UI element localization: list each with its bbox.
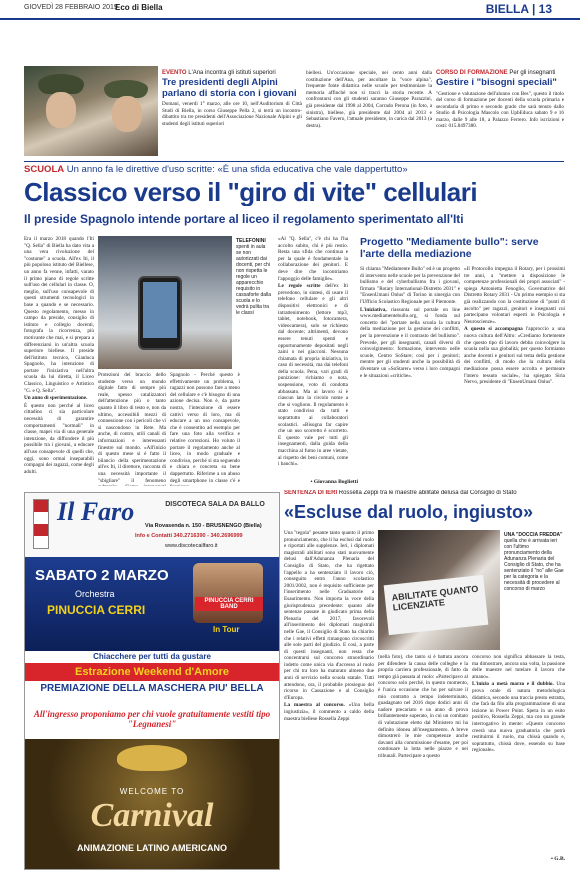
kicker-label: EVENTO	[162, 70, 187, 76]
phone-screen	[143, 282, 177, 338]
scuola-col1b-text: È questo non perché al liceo cittadino ci sia particolare necessità di garantire comportamenti "normali" in classe, mapei via di una generale intenzione, da diffondere il più possibile tra i giovani, a educare all'uso consapevole di quelli che, oggi, sono ormai inseparabili compagni dei ragazzi, come degli adulti.	[24, 402, 94, 475]
alpini-photo	[24, 66, 158, 156]
scuola-col3: Spagnolo - Perché questo è effettivamente un problema, i ragazzi non possono fare a meno del cellulare e c'è bisogno di una azione decisa. Non è, da parte nostra, l'intenzione di essere cattivi verso di loro, ma di educare a un uso consapevole, che è consentito ad esempio per fare una foto alla verifica e relative correzioni. Ho voluto il portare il regolamento anche al liceo, in modo graduale e condiviso, perché si sta seguendo e chiara e concreta su bene dappertutto. Riferirne a un abuso degli smartphone in classe c'è e	[170, 372, 240, 484]
scuola-col1-text: Era il marzo 2018 quando l'Iti "Q. Sella" di Biella ha dato vita a una vera rivoluzione del "costume" a scuola. All'ex Iti, il più popoloso istituto del Biellese, un anno fa venne, infatti, varato il primo piano di regole scritte sull'uso dei cellulari in classe. O, meglio, sull'uso consapevole di questi strumenti tecnologici in base a quando e se necessario. Questo regolamento, messo in campo da preside, consiglio di istituto e collegio docenti, fotografa la ricorrenza, più motivante che mai, e si prepara a differenziarsi in un'altra scuola superiore biellese. Il preside dell'istituto tecnico, Gianluca Spagnolo, ha intenzione di portare l'iniziativa nell'altra scuola da lui diretta, il Liceo Classico, Linguistico e Artistico "G. e Q. Sella".	[24, 236, 94, 394]
kicker-text: Un anno fa le direttive d'uso scritte: «È una sfida educativa che vale dappertutto»	[66, 164, 408, 175]
kicker-label: CORSO DI FORMAZIONE	[436, 70, 508, 76]
caption-title: UNA "DOCCIA FREDDA"	[504, 532, 563, 538]
teacher-photo	[378, 530, 500, 650]
ad-animation: ANIMAZIONE LATINO AMERICANO	[77, 843, 227, 853]
telefonini-caption	[236, 238, 272, 316]
ad-main	[25, 557, 279, 651]
mediazione-col1b-text: riassunta sul portale on line www.mediamentebullo.org, si fonda sul concetto del "portare nella scuola la cultura della mediazione per la gestione dei conflitti, per la prevenzione e il contrasto del bullismo". Prevede, per gli insegnanti, canali diversi di coinvolgimento: formazione, intervento nelle scuole, Centro SoStare; così per i genitori; mentre per gli studenti anche la possibilità di diventare un «SoStarer» verso i loro compagni e le situazioni «critiche».	[360, 306, 460, 379]
ad-promo: All'ingresso proponiamo per chi vuole gratuitamente vestiti tipo "Legnanesi"	[33, 709, 271, 729]
scuola-kicker	[24, 164, 569, 175]
alpini-body: Domani, venerdì 1° marzo, alle ore 10, nell'Auditorium di Città Studi di Biella, in corso Giuseppe Pella 2, si terrà un incontro-dibattito tra tre presidenti dell'Associazione Nazionale Alpini e gli studenti degli istituti superiori	[162, 101, 302, 127]
ad-orchestra: Orchestra	[75, 589, 115, 599]
ad-chat: Chiacchere per tutti da gustare	[25, 651, 279, 663]
ad-badge1: PINUCCIA CERRI BAND	[195, 597, 263, 611]
carnival-mask-icon	[117, 745, 187, 771]
ad-top	[25, 493, 279, 557]
scuola-col4-sub: Le regole scritte	[278, 283, 321, 290]
mediazione-col1	[360, 266, 460, 480]
mediazione-col2-text: «Il Protocollo impegna il Rotary, per i prossimi tre anni, a "mettere a disposizione le competenze professionali dei propri associati" - spiega Antonietta Fenoglio, Governatrice del Distretto Rotary 2031 - Un primo esempio si sta già realizzando con la costituzione di "punti di ascolto" per ragazzi, genitori e insegnanti cui partecipano volontari esperti in Psicologia e Neuroscienze».	[464, 266, 565, 325]
scuola-col1-sub: Un anno di sperimentazione.	[24, 395, 88, 402]
caption-text: quella che è arrivata ieri con l'ultimo pronunciamento della Adunanza Plenaria del Consiglio di Stato, che ha sentenziato il "no" alle Gae per la categoria e la necessità di procedere al concorso di marzo	[504, 538, 564, 592]
kicker-text: Per gli insegnanti	[509, 70, 556, 76]
protest-sign-text: ABILITATE QUANTO LICENZIATE	[391, 583, 479, 613]
caption-title: TELEFONINI	[236, 238, 266, 244]
ad-artist: PINUCCIA CERRI	[47, 603, 146, 617]
sentenza-col1-sub: La maestra al concorso.	[284, 702, 345, 709]
doccia-caption	[504, 532, 564, 592]
faro-advertisement[interactable]	[24, 492, 280, 870]
scuola-subtitle: Il preside Spagnolo intende portare al liceo il regolamento sperimentato all'Iti	[24, 212, 464, 226]
sentenza-title: «Escluse dal ruolo, ingiusto»	[284, 502, 534, 522]
scuola-col4	[278, 236, 348, 484]
mediazione-col2	[464, 266, 565, 480]
ad-badge2: In Tour	[213, 625, 240, 634]
separator	[24, 161, 564, 162]
sentenza-kicker	[284, 490, 569, 496]
alpini-face-left	[46, 92, 76, 128]
kicker-text: L'Ana incontra gli istituti superiori	[188, 70, 276, 76]
ad-prize: PREMIAZIONE DELLA MASCHERA PIU' BELLA	[40, 683, 264, 694]
kicker-text: Rossella Zeppi tra le maestre abilitate delusa dal Consiglio di Stato	[338, 490, 517, 496]
sentenza-col1	[284, 530, 374, 862]
ad-date: SABATO 2 MARZO	[35, 567, 169, 584]
scuola-col1	[24, 236, 94, 486]
page-header	[0, 0, 580, 20]
ad-logo: Il Faro	[57, 497, 135, 526]
page-number: | 13	[531, 2, 552, 16]
scuola-title: Classico verso il "giro di vite" cellulari	[24, 178, 478, 206]
ad-address: Via Rovasenda n. 150 - BRUSNENGO (Biella)	[145, 523, 262, 529]
ad-carnival	[25, 739, 279, 869]
scuola-col4b-text: dell'ex Iti prevedono, in sintesi, di usare il telefono cellulare e gli altri dispositivi elettronici e di intrattenimento (lettore mp3, tablet, notebook, fotocamera, videocamera), solo se richiesto dal docente; altrimenti, devono essere tenuti spenti e opportunamente depositati negli zaini o nei giacconi. Nessuna chiamata di propria iniziativa, in caso di necessità, ma dai telefoni della scuola. Pena, vari gradi di punizione: richiamo o nota, sospensione, voto di condotta abbassato. Ma ai lavoro si è ciascun lato la circolo nome a che si vogliono. Il regolamento è stato condiviso da tutti e soprattutto ai collaboratori scolastici. «Bisogna far capire che un uso scorretto è scorretto. E questo vale per tutti gli insegnamenti, dalla guida della macchina al fumo in aree vietate, al rispetto dei beni comuni, come i banchi».	[278, 283, 348, 468]
scuola-col2: Protezioni del braccio dello studente verso un mondo digitale fatto di sempre più reale, spesso catalizzatori dell'attenzione più o tanto quanto il libro di testo e, non da ultimo, accessibili mezzi di connessione con i pericoli che vi si nascondono in Rete. Ma anche, di contro, utili canali di informazioni e interessanti finestre sul mondo. «All'inizio di questo mese si è fatto il bilancio della sperimentazione all'ex Iti, il direttore, racconta di una necessità importante il "sbigliare" il fenomeno	[98, 372, 166, 484]
alpini-article	[162, 70, 302, 151]
bes-body: "Gestione e valutazione dell'alunno con Bes", questo il titolo del corso di formazione per docenti della scuola primaria e secondaria di primo e secondo grado che sarà tenuto dallo Studio di Psicologia Mascolo con UpbEduca sabato 9 e 16 marzo, dalle 9 alle 18, a Palazzo Ferrero. Info iscrizioni e costi: 015.8497380.	[436, 90, 564, 130]
header-date: GIOVEDÌ 28 FEBBRAIO 2019	[24, 4, 118, 11]
ad-website[interactable]: www.discotecailfaro.it	[165, 543, 218, 549]
alpini-face-right	[112, 96, 142, 132]
sentenza-col1b-text: «Una bella ingiustizia», il commento a caldo della maestra biellese Rossella Zeppi	[284, 702, 374, 722]
ad-logo-tag: DISCOTECA SALA DA BALLO	[165, 501, 265, 508]
classroom-photo	[98, 236, 232, 369]
sentenza-col1-text: Una "tegola" pesante tanto quanto il primo pronunciamento, che li ha esclusi dal ruolo e riportati alle supplenze. Ieri, i diplomati magistrali abilitati sono stati nuovamente delusi dall'Adunanza Plenaria del Consiglio di Stato, che ha rigettato l'appello a ha sentenziato il lavoro ciò, conseguito entro l'anno scolastico 2001/2002, non è requisito sufficiente per l'inserimento nelle Graduatorie a Esaurimento. Non importa la voce della giurisprudenza precedente: quanto alle sentenze passate in giudicato prima della Plenaria del 2017, favorevoli all'inserimento dei diplomati magistrali nelle Gae, il Consiglio di Stato ha chiarito che i relativi effetti rimangono circoscritti alle sole parti del giudizio. E così, a parte di questi insegnanti, non resta che concentrarsi sul concorso straordinario indetto come unica via d'accesso al ruolo per chi tra loro ha maturato almeno due anni di servizio nella scuola statale. Tutti attendono, ora, il probabile prosieguo del ricorso in Cassazione e al Consiglio d'Europa.	[284, 530, 374, 701]
bes-kicker	[436, 70, 564, 76]
lighthouse-icon	[33, 499, 49, 549]
mediazione-col2b-text: l'approccio a una nuova cultura dell'Altro: «Crediamo fortemente che questo tipo di lavoro debba coinvolgere la scuola nella sua globalità; per questo formiamo anche docenti e genitori sul tema della gestione dei conflitti, di modo che la cultura della mediazione possa essere accolta e permeare l'intero tessuto sociale», ha spiegato Siria Nervo, presidente di "EnsenUmani Onlus".	[464, 326, 565, 386]
mediazione-col2-sub: A questo si accompagna	[464, 326, 523, 333]
kicker-label: SCUOLA	[24, 164, 65, 175]
section-name: BIELLA	[485, 2, 529, 16]
sentenza-col3-text: concorso non significa abbassare la testa, ma dimostrare, ancora una volta, la passione delle maestre nel tutelare il lavoro che amano».	[472, 654, 565, 680]
mediazione-col1-sub: L'iniziativa,	[360, 306, 387, 313]
ad-event: Estrazione Weekend d'Amore	[25, 663, 279, 681]
scuola-signature: • Giovanna Boglietti	[310, 479, 358, 485]
alpini-kicker	[162, 70, 302, 76]
sentenza-signature: • G.B.	[551, 856, 565, 862]
scuola-col4-text: «Al "Q. Sella", c'è chi ha l'ha accolto subito, chi è più restio. Resta una sfida che continua e per la quale è fondamentale la collaborazione dei genitori. E deve dire che incontriamo l'appoggio delle famiglie».	[278, 236, 348, 282]
sentenza-col2: (nella foto), che tanto si è battuta ancora per difendere la causa delle colleghe e la propria carriera professionale, di fatto da tempo già passata al ruolo: «Partecipavo al concorso solo perché, in questo momento, è l'unica occasione che ho per salvare il mio contratto a tempo indeterminato, guadagnato nel 2016 dopo dodici anni di nadore precariato e un anno di prova brillantemente superato, in cui un comitato di valutazione eletto dal Ministero mi ha definito idonea all'insegnamento. A breve dimostrerò le mie competenze anche davanti alla commissione d'esame, per poi continuare la lotta nelle piazze e nei tribunali. Partecipare a questo	[378, 654, 468, 759]
caption-text: spenti in aula se non autorizzati dai docenti, per chi non rispetta le regole un apparecchio requisito in cassaforte dalla scuola e lo vedrà pulita tra le classi	[236, 244, 272, 316]
alpini-hat-left	[38, 74, 84, 94]
ad-welcome: WELCOME TO	[119, 787, 185, 796]
sentenza-col3	[472, 654, 565, 854]
bes-article	[436, 70, 564, 155]
header-section	[486, 2, 552, 16]
sentenza-col3-sub: L'inizio a metà marzo e il dubbio.	[472, 681, 554, 688]
alpini-title: Tre presidenti degli Alpini parlano di storia con i giovani	[162, 77, 297, 99]
ad-singer-photo	[193, 563, 263, 623]
alpini-body-cont: biellesi. Un'occasione speciale, nei cento anni dalla costituzione dell'Ana, per ascoltare la "voce alpina", frequente fonte didattica nelle scuole per testimoniare la memoria affinché non si tracci la storia recente. A confrontarsi con gli studenti saranno Giuseppe Parazzini, già presidente dal 1998 al 2004, Corrado Perona (in foto, a sinistra), biellese, già presidente dal 2004 al 2013 e Sebastiano Favero, l'attuale presidente, in carica dal 2013 (a destra).	[306, 70, 432, 129]
mediazione-title: Progetto "Mediamente bullo": serve l'arte della mediazione	[360, 236, 539, 260]
ad-info: Info e Contatti 340.2716390 - 340.2696999	[135, 533, 243, 539]
header-publication: Eco di Biella	[115, 3, 163, 12]
mediazione-col1-text: Si chiama "Mediamente Bullo" ed è un progetto di intervento nelle scuole per la prevenzione del bullismo e del cyberbullismo fra i giovani, firmato "Rotary International-Distretto 2031" e "EnsenUmani Onlus" di Torino in sinergia con l'Ufficio Scolastico Regionale per il Piemonte.	[360, 266, 460, 305]
kicker-label: SENTENZA DI IERI	[284, 490, 338, 496]
ad-carnival-title: Carnival	[90, 797, 214, 834]
bes-title: Gestire i "bisogni speciali"	[436, 77, 557, 88]
sentenza-col3b-text: Una prova orale di natura metodologica didattica, secondo una traccia presto estratta, che farà da filo alla programmazione di una lezione in Power Point. Spera in un esito positivo, Rossella Zeppi, ma con un grande interrogativo in mente: «Questo concorso creerà una nuova graduatoria che potrà restituirmi il ruolo, ma chissà quando e, soprattutto, chissà dove, essendo su base regionale».	[472, 681, 565, 754]
